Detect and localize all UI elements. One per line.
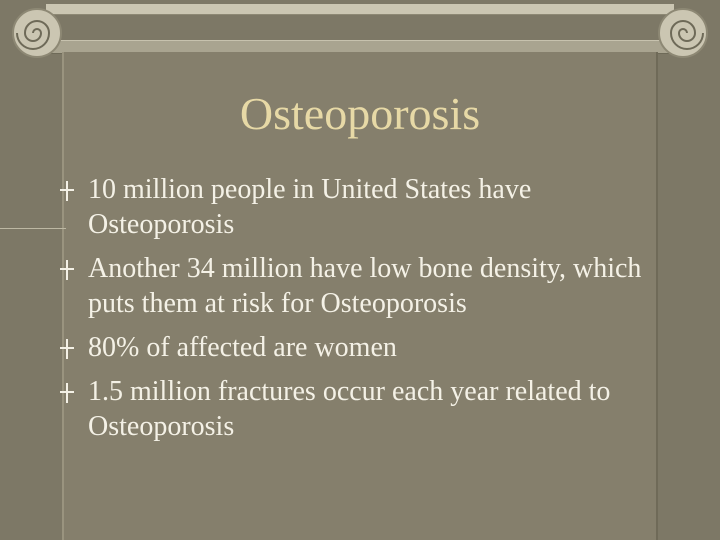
right-volute-scroll-icon bbox=[656, 6, 710, 60]
bullet-text: 80% of affected are women bbox=[88, 332, 397, 363]
bullet-item bbox=[58, 172, 678, 242]
cross-bullet-icon bbox=[60, 383, 74, 403]
cross-bullet-icon bbox=[60, 181, 74, 201]
bullet-text: 10 million people in United States have Osteoporosis bbox=[88, 174, 532, 240]
bullet-text: 1.5 million fractures occur each year related to Osteoporosis bbox=[88, 376, 611, 442]
bullet-list bbox=[58, 172, 678, 453]
capital-beam bbox=[46, 4, 674, 15]
slide-title: Osteoporosis bbox=[239, 88, 481, 139]
left-volute-scroll-icon bbox=[10, 6, 64, 60]
bullet-item bbox=[58, 251, 678, 321]
bullet-item bbox=[58, 330, 678, 365]
bullet-text: Another 34 million have low bone density, which puts them at risk for Osteoporosis bbox=[88, 253, 642, 319]
decorative-rule bbox=[0, 228, 66, 229]
bullet-item bbox=[58, 374, 678, 444]
cross-bullet-icon bbox=[60, 260, 74, 280]
column-capital bbox=[0, 0, 720, 60]
cross-bullet-icon bbox=[60, 339, 74, 359]
